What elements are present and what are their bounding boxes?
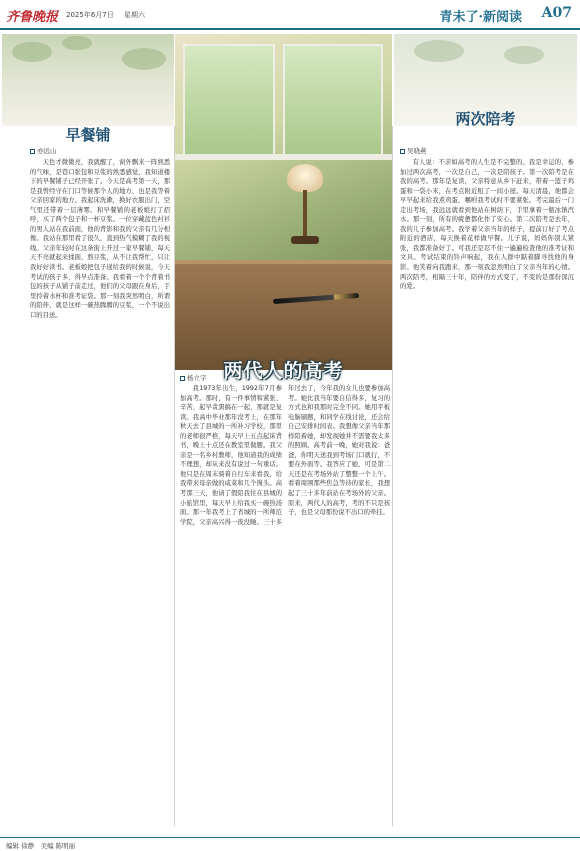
window-pane [283, 44, 383, 156]
lamp-base [291, 236, 319, 244]
window-sill [175, 154, 392, 160]
page-header [0, 0, 580, 30]
page-number: A07 [541, 5, 572, 21]
byline-square-icon [180, 376, 185, 381]
section-title: 青未了·新阅读 [439, 10, 522, 25]
article-right-author: 吴晓燕 [407, 147, 427, 155]
page-footer [0, 837, 580, 851]
article-middle-byline [180, 373, 207, 382]
article-right-body [400, 158, 574, 828]
issue-date: 2025年6月7日 [66, 11, 114, 19]
lamp-icon [287, 164, 323, 192]
left-header-image [2, 34, 174, 126]
photo-title: 两代人的高考 [223, 360, 344, 382]
newspaper-logo: 齐鲁晚报 [6, 10, 59, 25]
window-pane [183, 44, 275, 156]
article-middle-text: 我1973年出生，1992年7月参加高考。那时，有一件事情和紧张、辛苦、起早贪黑搞在一起，那就是复读。我高中毕业那年没考上，在那年秋天去了县城的一所补习学校，那里的老师很严格，每天早上五点起床背书，晚上十点还在教室里做题。我父亲是一名乡村教师，他知道我的成绩不理想，却从来没有说过一句重话。他只是在周末骑着自行车来看我，给我带来母亲做的咸菜和几个馒头。高考那三天，他请了假陪我住在县城的小旅馆里，每天早上给我买一碗热汤面。那一年我考上了省城的一所师范学院，父亲高兴得一夜没睡。三十多年过去了，今年我的女儿也要参加高考。她比我当年要自信得多，复习的方式也和我那时完全不同。她用平板电脑刷题，和同学在线讨论，还会给自己安排时间表。我想像父亲当年那样陪着她，却发现她并不需要我太多的照顾。高考前一晚，她对我说：爸爸，你明天送我到考场门口就行，不要在外面等。我答应了她，可是第二天还是在考场外站了整整一个上午。看着周围那些焦急等待的家长，我想起了三十多年前站在考场外的父亲。原来，两代人的高考，考的不只是孩子，也是父母那份说不出口的牵挂。 [180, 385, 390, 526]
issue-weekday: 星期六 [124, 11, 145, 19]
lamp-stem [303, 190, 307, 238]
article-left-text: 天色才微微亮，我就醒了，窗外飘来一阵熟悉的气味，是巷口张包和豆浆的熟悉感觉，我知道楼下的早餐铺子已经开张了。今天是高考第一天，那是我曾经守在门口等候那个人的地方，也是我等着父亲回家的地方。我起床洗漱，换好衣服出门，空气里还带着一层薄雾。和早餐铺的老板娘打了招呼，买了两个包子和一杯豆浆。一位穿藏蓝色衬衫的男人站在我前面，他的背影和我的父亲有几分相像。我站在那里看了很久，直到热气模糊了我的视线。父亲年轻时在这条街上开过一家早餐铺，每天天不亮就起来揉面、熬豆浆，从不让我帮忙，只让我好好读书。老板娘把包子递给我的时候说，今天考试的孩子多，得早点准备。我看着一个个背着书包的孩子从铺子前走过，他们的父母跟在身后，手里拎着水杯和准考证袋。那一刻我突然明白，所谓的陪伴，就是这样一碗热腾腾的豆浆，一个不说出口的目送。 [30, 159, 170, 319]
article-middle-author: 杨立宇 [187, 374, 207, 382]
article-right-byline [400, 146, 427, 155]
footer-editor: 编辑 徐静 美编 陈明丽 [6, 842, 76, 850]
article-middle-body [180, 384, 390, 828]
article-right-text: 有人说：不亲如高考的人生是不完整的。我是幸运的，参加过两次高考，一次是自己，一次是陪孩子。第一次陪考是在我的高考。那年是复读，父亲特意从乡下赶来，带着一篮子鸡蛋和一袋小米，在考点附近租了一间小屋。每天清晨，他都会早早起来给我煮鸡蛋，嘱咐我考试时不要紧张。考完最后一门走出考场，我远远就看到他站在树荫下，手里拿着一瓶冰镇汽水。那一刻，所有的疲惫都化作了安心。第二次陪考是去年，我的儿子参加高考。我学着父亲当年的样子，提前订好了考点附近的酒店，每天换着花样做早餐。儿子说，妈妈你别太紧张，我都准备好了。可我还是忍不住一遍遍检查他的准考证和文具。考试结束的铃声响起，我在人群中踮着脚寻找他的身影。他笑着向我跑来，那一刻我忽然明白了父亲当年的心情。两次陪考，相隔三十年，陪伴的方式变了，不变的是那份深沉的爱。 [400, 159, 574, 291]
article-left-body [30, 158, 170, 828]
desk-surface [175, 264, 392, 370]
article-right-title: 两次陪考 [455, 110, 516, 128]
column-divider [392, 126, 393, 826]
article-left-title: 早餐铺 [65, 126, 111, 144]
byline-square-icon [400, 149, 405, 154]
article-left-author: 亦远山 [37, 147, 57, 155]
article-left-byline [30, 146, 57, 155]
byline-square-icon [30, 149, 35, 154]
